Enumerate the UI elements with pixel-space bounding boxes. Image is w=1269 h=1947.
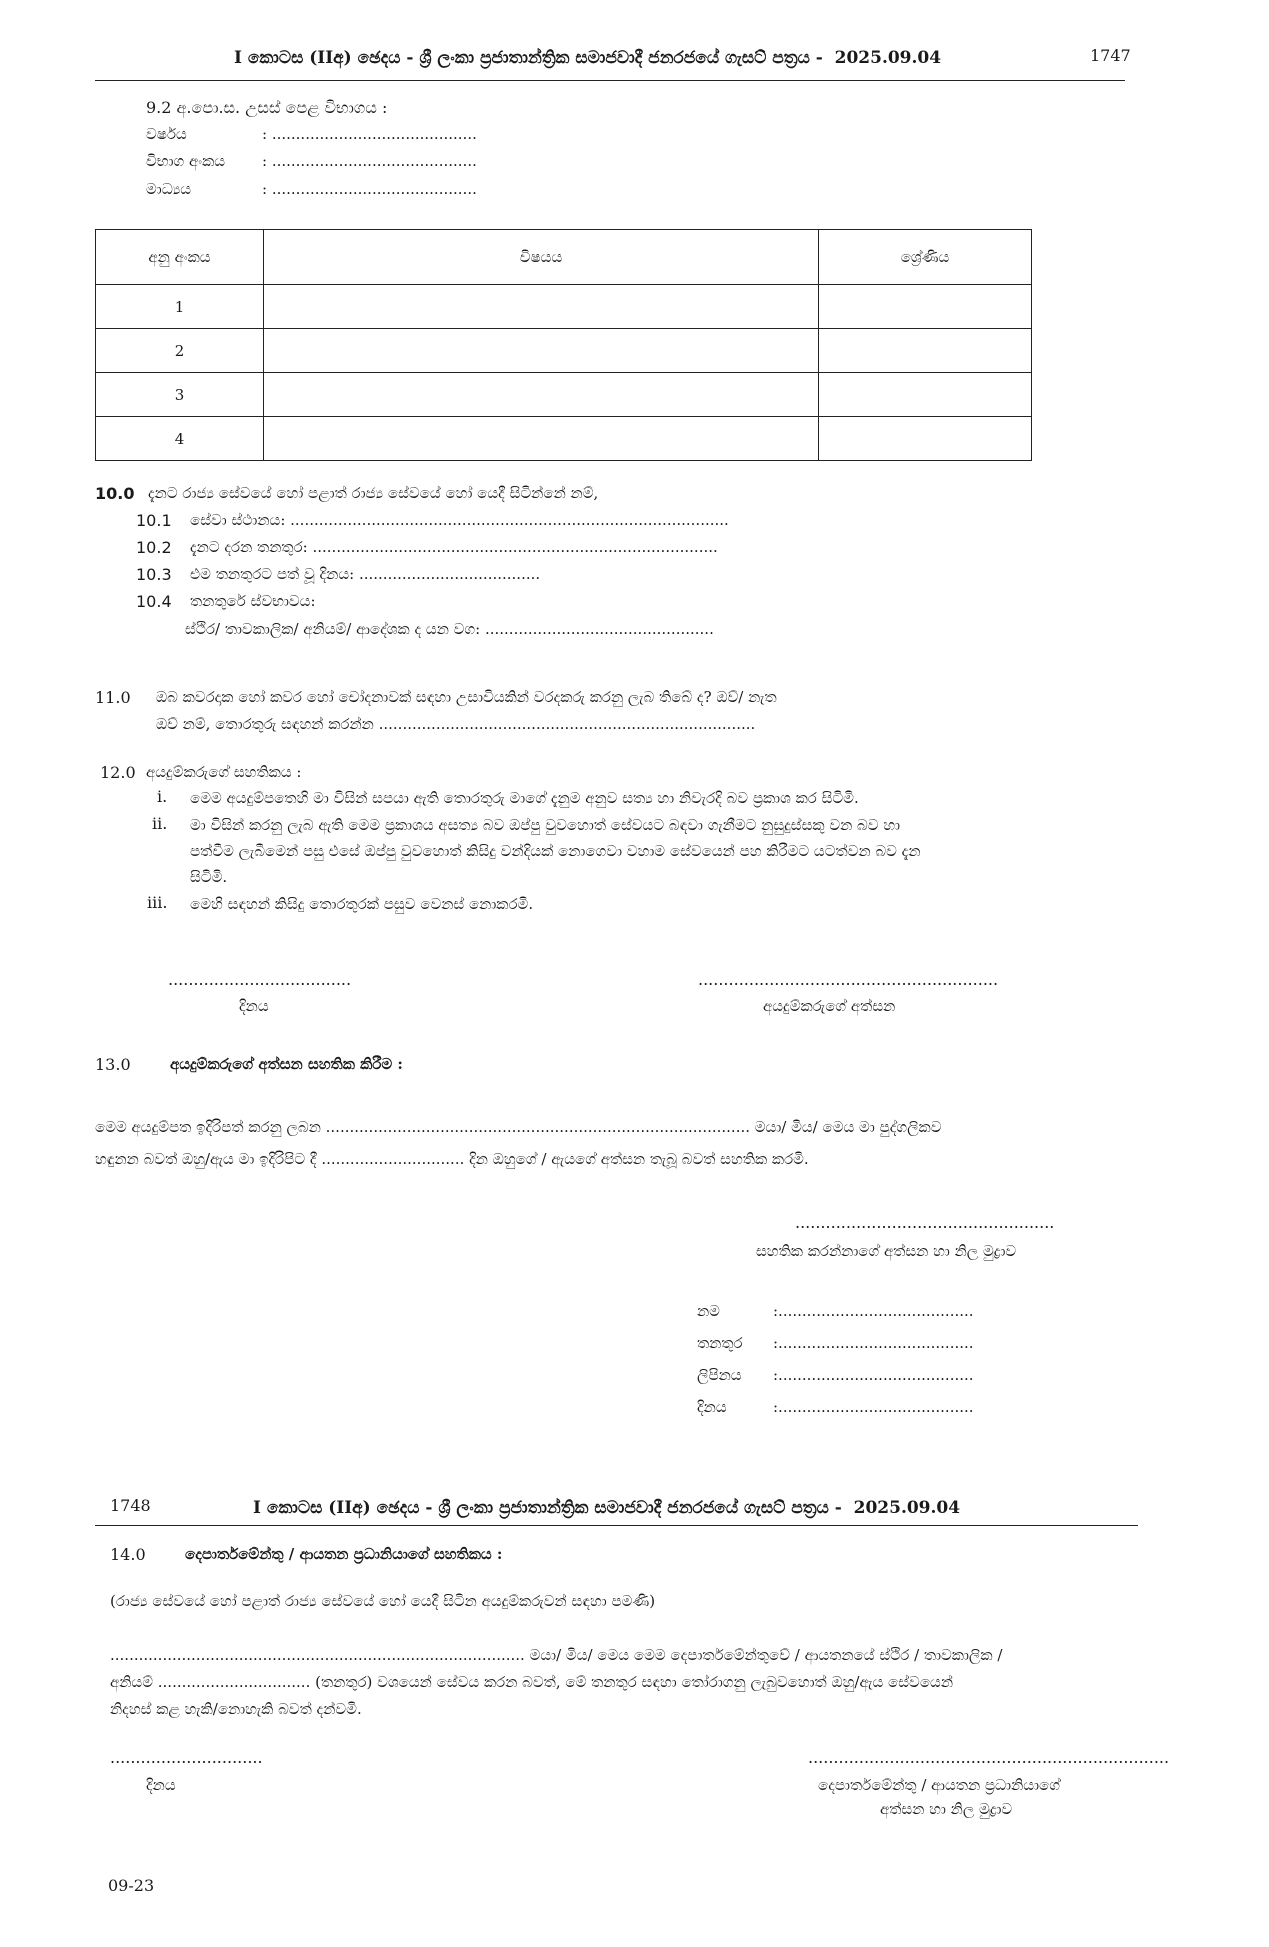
grade-cell — [819, 417, 1032, 461]
section-14-line2: අනියම් ................................ (තනතුර) වශයෙන් සේවය කරන බවත්, මේ තනතුර සඳහා තෝරාගනු ලැබුවහොත් ඔහු/ඇය සේවයෙන් — [110, 1673, 954, 1691]
section-13-title: අයදුම්කරුගේ අත්සන සහතික කිරීම : — [170, 1055, 403, 1073]
item-12-ii-line1: මා විසින් කරනු ලැබ ඇති මෙම ප්‍රකාශය අසත්‍ය බව ඔප්පු වුවහොත් සේවයට බඳවා ගැනීමට නුසුදුස්සකු වන බව හා — [190, 816, 901, 834]
section-13-number: 13.0 — [95, 1055, 131, 1074]
field-label-medium: මාධ්‍යය — [146, 180, 192, 198]
table-header-row — [96, 230, 1032, 285]
section-11-line1: ඔබ කවරදාක හෝ කවර හෝ චෝදනාවක් සඳහා උසාවියකින් වරදකරු කරනු ලැබ තිබේ ද? ඔව්/ නැත — [156, 688, 777, 706]
table-row — [96, 417, 1032, 461]
item-10-4-text: තනතුරේ ස්වභාවය: — [190, 592, 316, 610]
column-header-index: අනු අංකය — [96, 230, 264, 285]
page-2-number: 1748 — [110, 1496, 151, 1515]
item-10-1-number: 10.1 — [136, 511, 172, 530]
subject-cell — [264, 417, 819, 461]
certifier-date-value: :......................................... — [773, 1398, 974, 1416]
section-11-number: 11.0 — [95, 688, 131, 707]
certifier-date-label: දිනය — [697, 1398, 727, 1416]
item-10-3-text: එම තනතුරට පත් වූ දිනය: ...................................... — [190, 565, 541, 583]
item-10-2-number: 10.2 — [136, 538, 172, 557]
certifier-name-label: නම — [697, 1302, 720, 1320]
section-12-title: අයදුම්කරුගේ සහතිකය : — [146, 763, 302, 781]
applicant-signature-label: අයදුම්කරුගේ අත්සන — [763, 997, 896, 1015]
subject-cell — [264, 285, 819, 329]
field-label-year: වර්ෂය — [146, 125, 187, 143]
section-11-line2: ඔව් නම්, තොරතුරු සඳහන් කරන්න ............................................................................... — [156, 715, 756, 733]
section-13-line2: හඳුනන බවත් ඔහු/ඇය මා ඉදිරිපිට දී .............................. දින ඔහුගේ / ඇයගේ අත්සන තැබූ බවත් සහතික කරමි. — [95, 1150, 809, 1168]
page-2-header-rule — [95, 1525, 1138, 1526]
subject-cell — [264, 373, 819, 417]
section-9-2-title: 9.2 අ.පො.ස. උසස් පෙළ විභාගය : — [146, 98, 388, 117]
applicant-date-line: .................................... — [168, 970, 352, 989]
item-12-iii-text: මෙහි සඳහන් කිසිදු තොරතුරක් පසුව වෙනස් නොකරමි. — [190, 895, 534, 913]
certifier-address-value: :......................................... — [773, 1366, 974, 1384]
row-number: 1 — [96, 285, 264, 329]
section-13-line1: මෙම අයදුම්පත ඉදිරිපත් කරනු ලබන ......................................................................................... මයා/ මිය/ මෙය මා පුද්ගලිකව — [95, 1118, 942, 1136]
item-10-3-number: 10.3 — [136, 565, 172, 584]
head-date-label: දිනය — [146, 1776, 176, 1794]
certifier-signature-line: ................................................... — [795, 1213, 1055, 1232]
page-header-title: I කොටස (IIඅ) ඡෙදය - ශ්‍රී ලංකා ප්‍රජාතාන්ත්‍රික සමාජවාදී ජනරජයේ ගැසට් පත්‍රය - 2025.09.04 — [234, 48, 942, 68]
certifier-designation-value: :......................................... — [773, 1334, 974, 1352]
grade-cell — [819, 329, 1032, 373]
section-12-number: 12.0 — [100, 763, 136, 782]
section-10-number: 10.0 — [95, 484, 135, 503]
section-14-line3: නිදහස් කළ හැකි/නොහැකි බවත් දන්වමි. — [110, 1700, 362, 1718]
field-value-medium: : ........................................... — [262, 180, 477, 198]
results-table — [95, 229, 1032, 461]
head-date-line: .............................. — [110, 1748, 263, 1767]
footer-code: 09-23 — [108, 1876, 155, 1895]
item-10-4-number: 10.4 — [136, 592, 172, 611]
applicant-signature-line: ........................................................... — [698, 970, 999, 989]
table-row — [96, 373, 1032, 417]
row-number: 3 — [96, 373, 264, 417]
header-rule — [95, 80, 1125, 81]
page-number: 1747 — [1090, 46, 1131, 65]
item-12-ii-number: ii. — [152, 814, 168, 833]
head-signature-line: ....................................................................... — [808, 1748, 1170, 1767]
grade-cell — [819, 285, 1032, 329]
position-nature-line: ස්ථිර/ තාවකාලික/ අනියම්/ ආදේශක ද යන වග: ................................................ — [185, 620, 714, 638]
field-value-index: : ........................................... — [262, 152, 477, 170]
table-row — [96, 329, 1032, 373]
certifier-signature-label: සහතික කරන්නාගේ අත්සන හා නිල මුද්‍රාව — [756, 1242, 1017, 1260]
item-12-i-text: මෙම අයදුම්පතෙහි මා විසින් සපයා ඇති තොරතුරු මාගේ දැනුම අනුව සත්‍ය හා නිවැරදි බව ප්‍රකාශ කර සිටිමි. — [190, 789, 859, 807]
page-2-header-title: I කොටස (IIඅ) ඡෙදය - ශ්‍රී ලංකා ප්‍රජාතාන්ත්‍රික සමාජවාදී ජනරජයේ ගැසට් පත්‍රය - 2025.09.04 — [253, 1498, 961, 1518]
field-value-year: : ........................................... — [262, 125, 477, 143]
column-header-grade: ශ්‍රේණිය — [819, 230, 1032, 285]
row-number: 4 — [96, 417, 264, 461]
section-14-number: 14.0 — [110, 1545, 146, 1564]
applicant-date-label: දිනය — [239, 997, 269, 1015]
section-14-note: (රාජ්‍ය සේවයේ හෝ පළාත් රාජ්‍ය සේවයේ හෝ යෙදී සිටින අයදුම්කරුවන් සඳහා පමණි) — [110, 1592, 656, 1610]
section-10-text: දැනට රාජ්‍ය සේවයේ හෝ පළාත් රාජ්‍ය සේවයේ හෝ යෙදී සිටින්නේ නම්, — [148, 484, 599, 502]
section-14-title: දෙපාර්තමේන්තු / ආයතන ප්‍රධානියාගේ සහතිකය : — [185, 1545, 503, 1563]
item-12-ii-line2: පත්වීම ලැබීමෙන් පසු එසේ ඔප්පු වුවහොත් කිසිදු වන්දියක් නොගෙවා වහාම සේවයෙන් පහ කිරීමට යටත්වන බව දැන — [190, 842, 921, 860]
column-header-subject: විෂයය — [264, 230, 819, 285]
head-signature-label-2: අත්සන හා නිල මුද්‍රාව — [880, 1800, 1013, 1818]
table-row — [96, 285, 1032, 329]
certifier-address-label: ලිපිනය — [697, 1366, 742, 1384]
row-number: 2 — [96, 329, 264, 373]
head-signature-label-1: දෙපාර්තමේන්තු / ආයතන ප්‍රධානියාගේ — [818, 1776, 1060, 1794]
section-14-line1: ....................................................................................... මයා/ මිය/ මෙය මෙම දෙපාර්තමේන්තුවේ / ආයතනයේ ස්ථිර / තාවකාලික / — [110, 1646, 1003, 1664]
certifier-name-value: :......................................... — [773, 1302, 974, 1320]
subject-cell — [264, 329, 819, 373]
item-10-1-text: සේවා ස්ථානය: ............................................................................................ — [190, 511, 729, 529]
item-12-iii-number: iii. — [147, 893, 168, 912]
certifier-designation-label: තනතුර — [697, 1334, 743, 1352]
grade-cell — [819, 373, 1032, 417]
item-10-2-text: දැනට දරන තනතුර: ..................................................................................... — [190, 538, 718, 556]
item-12-ii-line3: සිටිමි. — [190, 868, 228, 886]
item-12-i-number: i. — [157, 787, 168, 806]
field-label-index: විභාග අංකය — [146, 152, 226, 170]
